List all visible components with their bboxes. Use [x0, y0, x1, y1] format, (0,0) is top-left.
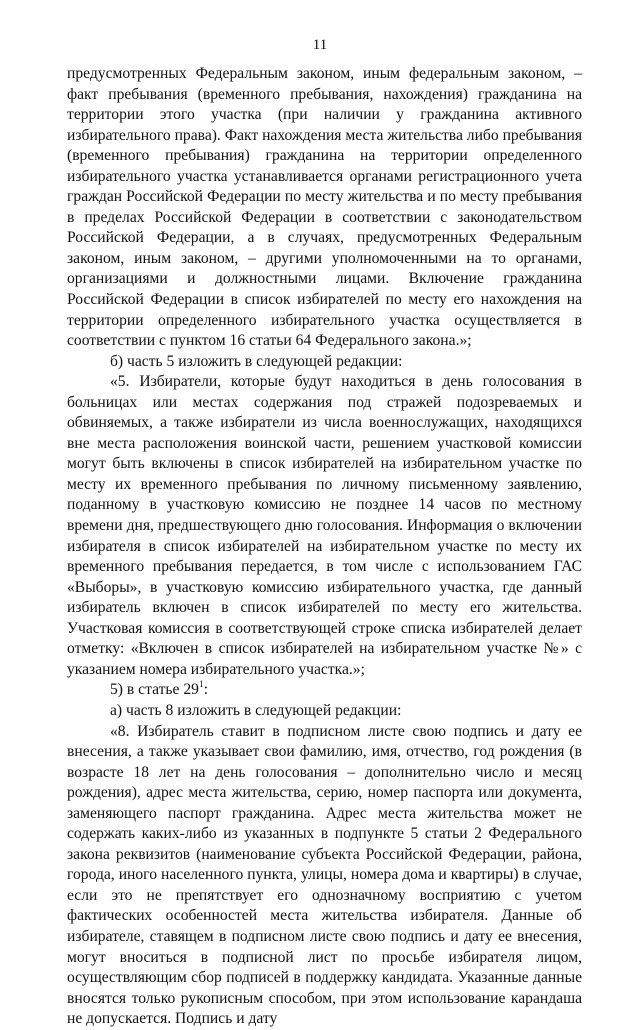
paragraph-text: предусмотренных Федеральным законом, иным федеральным законом, – факт пребывания (временного пребывания, нахождения) гражданина на территории этого участка (при наличии у гражданина активного избирательного права). Факт нахождения места жительства либо пребывания (временного пребывания) гражданина на территории определенного избирательного участка устанавливается органами регистрационного учета граждан Российской Федерации по месту жительства и по месту пребывания в пределах Российской Федерации в соответствии с законодательством Российской Федерации, а в случаях, предусмотренных Федеральным законом, иным законом, – другими уполномоченными на то органами, организациями и должностными лицами. Включение гражданина Российской Федерации в список избирателей по месту его нахождения на территории определенного избирательного участка осуществляется в соответствии с пунктом 16 статьи 64 Федерального закона.»;	[67, 65, 582, 350]
paragraph-text: а) часть 8 изложить в следующей редакции:	[110, 701, 402, 719]
paragraph-article-29-1	[67, 680, 582, 701]
paragraph-text: б) часть 5 изложить в следующей редакции:	[110, 352, 403, 370]
paragraph-amendment-b	[67, 352, 582, 373]
paragraph-suffix: :	[203, 681, 209, 699]
paragraph-text: 5) в статье 29	[110, 681, 199, 699]
superscript-number: 1	[198, 680, 204, 691]
paragraph-continuation	[67, 64, 582, 352]
page-number: 11	[312, 37, 328, 53]
paragraph-part-5	[67, 372, 582, 680]
paragraph-part-8	[67, 722, 582, 1030]
paragraph-text: «8. Избиратель ставит в подписном листе свою подпись и дату ее внесения, а также указывает свои фамилию, имя, отчество, год рождения (в возрасте 18 лет на день голосования – дополнительно число и месяц рождения), адрес места жительства, серию, номер паспорта или документа, заменяющего паспорт гражданина. Адрес места жительства может не содержать каких-либо из указанных в подпункте 5 статьи 2 Федерального закона реквизитов (наименование субъекта Российской Федерации, района, города, иного населенного пункта, улицы, номера дома и квартиры) в случае, если это не препятствует его однозначному восприятию с учетом фактических особенностей места жительства избирателя. Данные об избирателе, ставящем в подписном листе свою подпись и дату ее внесения, могут вноситься в подписной лист по просьбе избирателя лицом, осуществляющим сбор подписей в поддержку кандидата. Указанные данные вносятся только рукописным способом, при этом использование карандаша не допускается. Подпись и дату	[67, 722, 582, 1028]
paragraph-text: «5. Избиратели, которые будут находиться в день голосования в больницах или местах содержания под стражей подозреваемых и обвиняемых, а также избиратели из числа военнослужащих, находящихся вне места расположения воинской части, решением участковой комиссии могут быть включены в список избирателей на избирательном участке по месту их временного пребывания по личному письменному заявлению, поданному в участковую комиссию не позднее 14 часов по местному времени дня, предшествующего дню голосования. Информация о включении избирателя в список избирателей на избирательном участке по месту их временного пребывания передается, в том числе с использованием ГАС «Выборы», в участковую комиссию избирательного участка, где данный избиратель включен в список избирателей по месту его жительства. Участковая комиссия в соответствующей строке списка избирателей делает отметку: «Включен в список избирателей на избирательном участке №» с указанием номера избирательного участка.»;	[67, 373, 582, 678]
paragraph-amendment-a	[67, 701, 582, 722]
document-body	[67, 64, 582, 1030]
